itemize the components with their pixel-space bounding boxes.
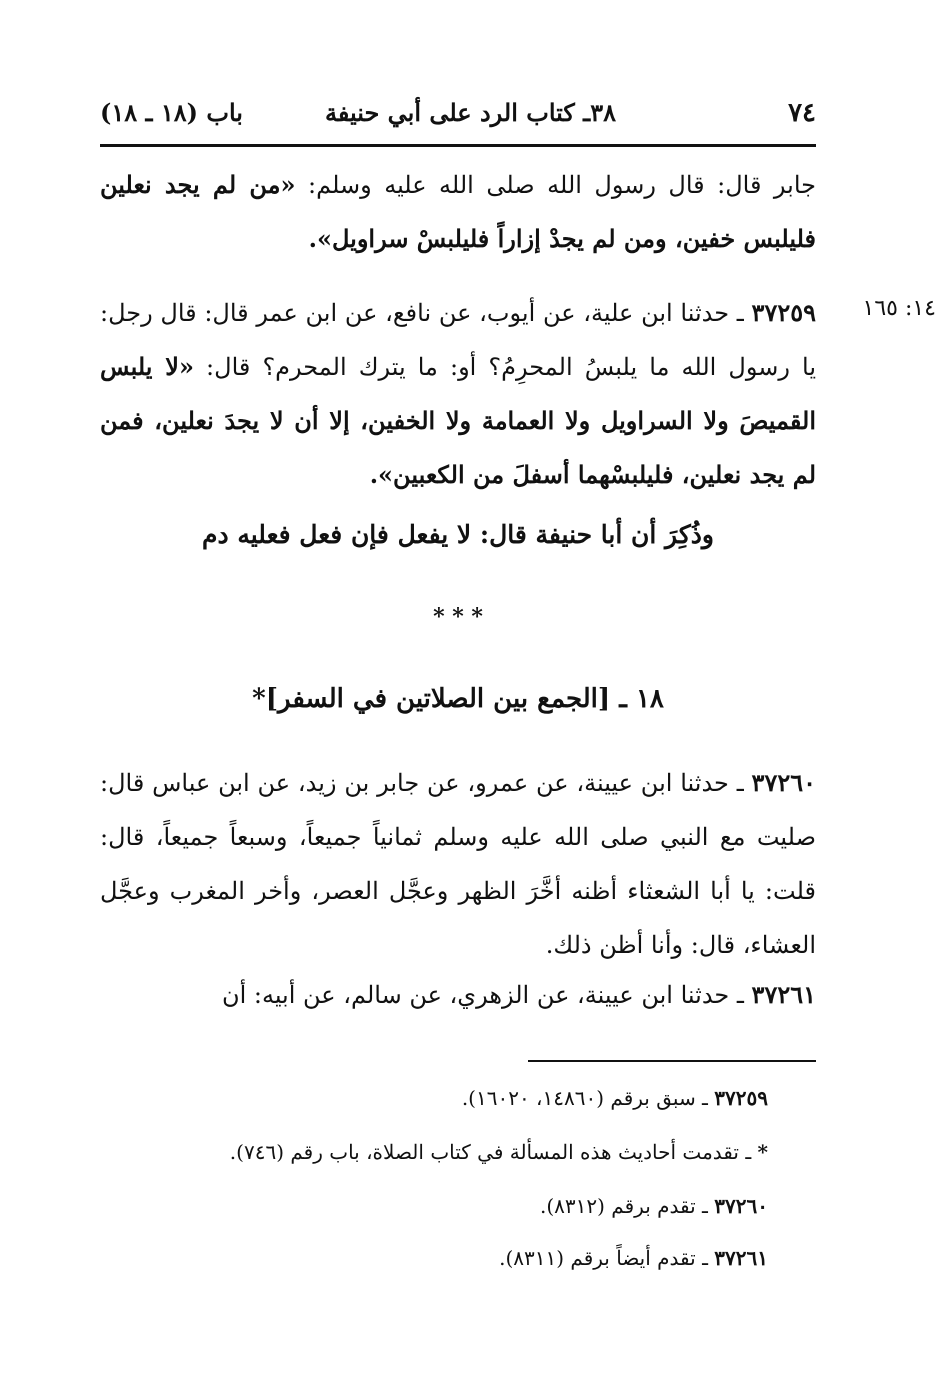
footnote-number: ٣٧٢٦٠ [714, 1194, 768, 1218]
margin-reference: ١٤: ١٦٥ [862, 296, 936, 321]
footnote-number: * [757, 1140, 768, 1164]
page-number: ٧٤ [788, 98, 816, 128]
hadith-quote: «من لم يجد نعلين فليلبس خفين، ومن لم يجدْ إزاراً فليلبسْ سراويل». [100, 170, 816, 253]
section-separator: * * * [433, 604, 483, 630]
hadith-number: ٣٧٢٦٠ [751, 768, 816, 797]
chapter-reference: باب (١٨ ـ ١٨) [100, 98, 243, 127]
hadith-quote: «لا يلبس القميصَ ولا السراويل ولا العمامة ولا الخفين، إلا أن لا يجدَ نعلين، فمن لم يجد نعلين، فليلبسْهما أسفلَ من الكعبين». [100, 352, 816, 489]
footnote-text: ـ تقدمت أحاديث هذه المسألة في كتاب الصلاة، باب رقم (٧٤٦). [229, 1140, 758, 1164]
header-rule [100, 144, 816, 147]
footnote-text: ـ سبق برقم (١٤٨٦٠، ١٦٠٢٠). [461, 1086, 715, 1110]
hadith-37259 [100, 286, 816, 502]
section-heading: ١٨ ـ [الجمع بين الصلاتين في السفر]* [252, 684, 664, 714]
paragraph-continuation [100, 158, 816, 266]
hadith-text: ـ حدثنا ابن عيينة، عن الزهري، عن سالم، عن أبيه: أن [221, 981, 752, 1009]
footnote [100, 1246, 768, 1270]
hadith-number: ٣٧٢٦١ [751, 980, 816, 1009]
hadith-chain: ـ حدثنا ابن علية، عن أيوب، عن نافع، عن ابن عمر قال: قال رجل: يا رسول الله ما يلبسُ المحرِمُ؟ أو: ما يترك المحرم؟ قال: [100, 299, 816, 381]
footnote [100, 1194, 768, 1218]
paragraph-text: جابر قال: قال رسول الله صلى الله عليه وسلم: [295, 171, 816, 199]
statement-line: وذُكِرَ أن أبا حنيفة قال: لا يفعل فإن فعل فعليه دم [202, 520, 714, 549]
book-title: ٣٨ـ كتاب الرد على أبي حنيفة [324, 98, 616, 127]
footnote [100, 1140, 768, 1164]
page-header [100, 92, 816, 140]
hadith-text: ـ حدثنا ابن عيينة، عن عمرو، عن جابر بن زيد، عن ابن عباس قال: صليت مع النبي صلى الله عليه وسلم ثمانياً جميعاً، وسبعاً جميعاً، قال: قلت: يا أبا الشعثاء أظنه أخَّرَ الظهر وعجَّل العصر، وأخر المغرب وعجَّل العشاء، قال: وأنا أظن ذلك. [100, 769, 816, 959]
footnote-number: ٣٧٢٥٩ [714, 1086, 768, 1110]
hadith-number: ٣٧٢٥٩ [751, 298, 816, 327]
hadith-37261 [100, 968, 816, 1022]
footnote-text: ـ تقدم أيضاً برقم (٨٣١١). [499, 1246, 715, 1270]
footnote [100, 1086, 768, 1110]
footnote-text: ـ تقدم برقم (٨٣١٢). [540, 1194, 715, 1218]
footnote-number: ٣٧٢٦١ [714, 1246, 768, 1270]
footnote-rule [528, 1060, 816, 1062]
hadith-37260 [100, 756, 816, 972]
